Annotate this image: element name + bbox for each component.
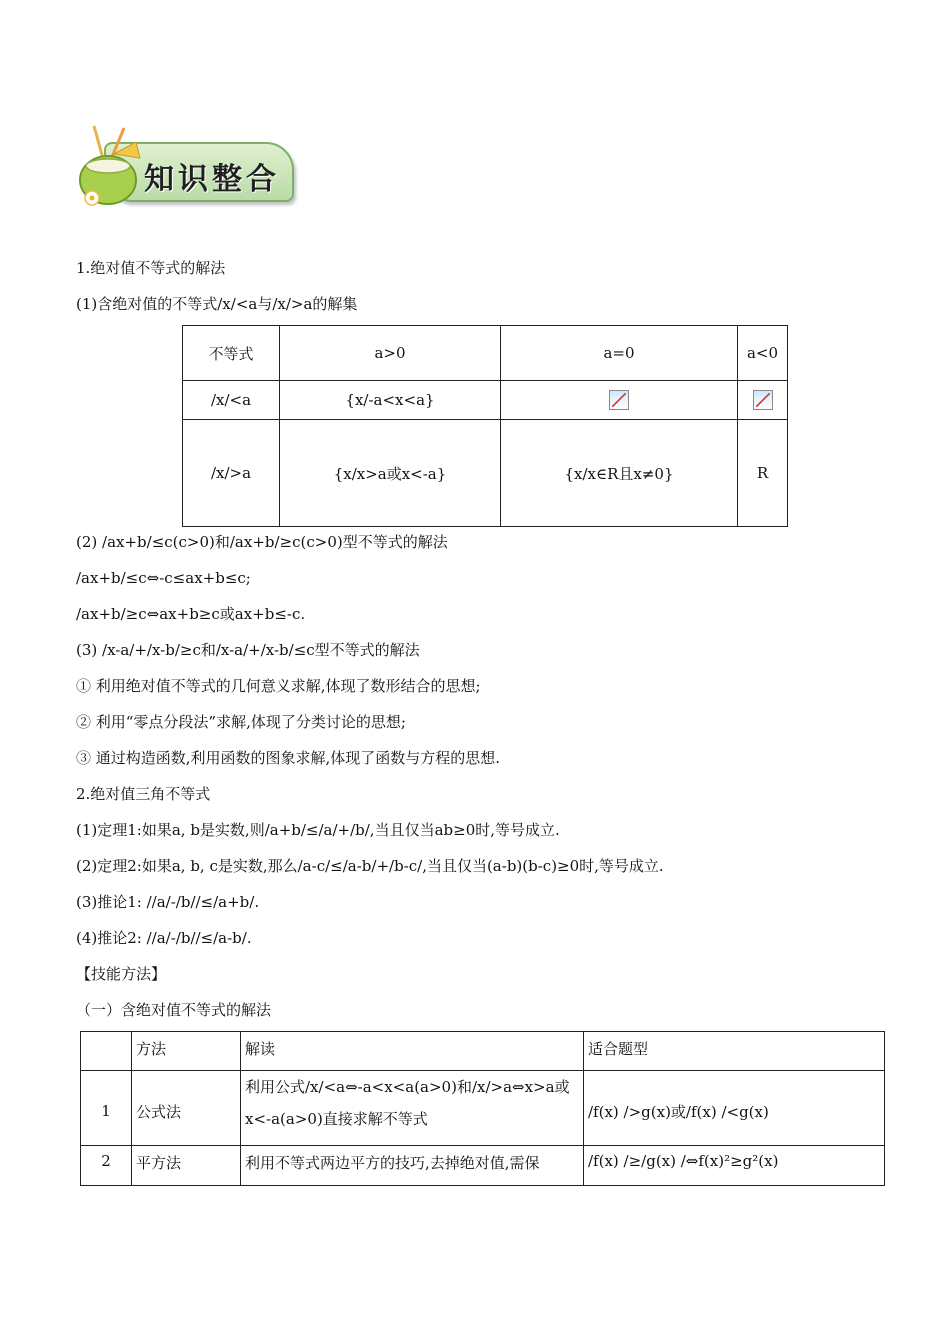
table1-cell-image (738, 381, 788, 420)
method-function: ③ 通过构造函数,利用函数的图象求解,体现了函数与方程的思想. (76, 749, 501, 767)
table2-desc-line: 利用公式/x/<a⇔-a<x<a(a>0)和/x/>a⇔x>a或 (245, 1078, 570, 1096)
table1-cell: {x/-a<x<a} (280, 381, 501, 420)
section1-sub2: (2) /ax+b/≤c(c>0)和/ax+b/≥c(c>0)型不等式的解法 (76, 533, 448, 551)
table2-header: 适合题型 (584, 1032, 885, 1071)
method-zero-point: ② 利用“零点分段法”求解,体现了分类讨论的思想; (76, 713, 406, 731)
solution-set-table (182, 325, 788, 527)
table2-type: /f(x) />g(x)或/f(x) /<g(x) (584, 1071, 885, 1146)
table1-cell: {x/x>a或x<-a} (280, 420, 501, 527)
table1-cell: /x/>a (183, 420, 280, 527)
table2-header: 解读 (241, 1032, 584, 1071)
table1-header: a>0 (280, 326, 501, 381)
section-banner (74, 124, 294, 210)
table2-header: 方法 (132, 1032, 241, 1071)
theorem-2: (2)定理2:如果a, b, c是实数,那么/a-c/≤/a-b/+/b-c/,当且仅当(a-b)(b-c)≥0时,等号成立. (76, 857, 664, 875)
section1-sub1: (1)含绝对值的不等式/x/<a与/x/>a的解集 (76, 295, 358, 313)
table2-header (81, 1032, 132, 1071)
table1-cell: /x/<a (183, 381, 280, 420)
section1-heading: 1.绝对值不等式的解法 (76, 259, 226, 277)
table2-row-number: 2 (81, 1146, 132, 1186)
table2-desc: 利用不等式两边平方的技巧,去掉绝对值,需保 (241, 1146, 584, 1186)
table1-cell: {x/x∈R且x≠0} (501, 420, 738, 527)
table2-row-number: 1 (81, 1071, 132, 1146)
skills-heading: 【技能方法】 (76, 965, 167, 983)
skills-sub: （一）含绝对值不等式的解法 (76, 1001, 272, 1019)
table1-header: a<0 (738, 326, 788, 381)
table1-cell: R (738, 420, 788, 527)
table2-desc-line: x<-a(a>0)直接求解不等式 (245, 1110, 428, 1128)
corollary-2: (4)推论2: //a/-/b//≤/a-b/. (76, 929, 252, 947)
banner-title: 知识整合 (144, 162, 280, 197)
table2-desc (241, 1071, 584, 1146)
table2-type: /f(x) /≥/g(x) /⇔f(x)²≥g²(x) (584, 1146, 885, 1186)
section1-sub2-line1: /ax+b/≤c⇔-c≤ax+b≤c; (76, 569, 251, 587)
methods-table (80, 1031, 885, 1186)
table1-header: 不等式 (183, 326, 280, 381)
table2-method: 公式法 (132, 1071, 241, 1146)
corollary-1: (3)推论1: //a/-/b//≤/a+b/. (76, 893, 260, 911)
section1-sub3: (3) /x-a/+/x-b/≥c和/x-a/+/x-b/≤c型不等式的解法 (76, 641, 420, 659)
section2-heading: 2.绝对值三角不等式 (76, 785, 211, 803)
section1-sub2-line2: /ax+b/≥c⇔ax+b≥c或ax+b≤-c. (76, 605, 306, 623)
table1-header: a=0 (501, 326, 738, 381)
table2-method: 平方法 (132, 1146, 241, 1186)
broken-image-icon (753, 390, 773, 410)
broken-image-icon (609, 390, 629, 410)
method-geometric: ① 利用绝对值不等式的几何意义求解,体现了数形结合的思想; (76, 677, 481, 695)
theorem-1: (1)定理1:如果a, b是实数,则/a+b/≤/a/+/b/,当且仅当ab≥0时,等号成立. (76, 821, 560, 839)
table1-cell-image (501, 381, 738, 420)
